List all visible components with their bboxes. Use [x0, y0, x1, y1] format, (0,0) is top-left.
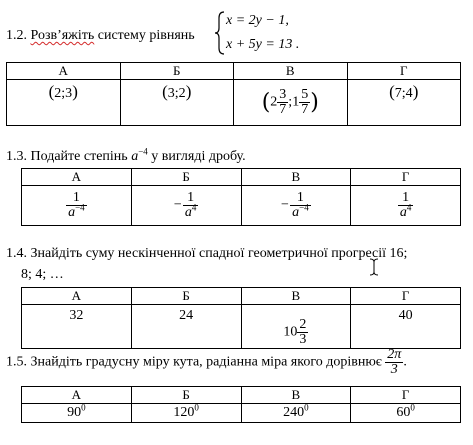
fraction: $\frac{1}{a^{-4}}$ — [292, 190, 309, 220]
header-a: А — [22, 169, 132, 186]
answer-cell-b: − $\frac{1}{a^4}$ — [131, 186, 241, 226]
header-v: В — [241, 288, 351, 305]
answer-cell-b: (3;2) — [120, 80, 234, 126]
header-a: А — [7, 63, 121, 80]
header-b: Б — [131, 169, 241, 186]
answer-table-1-5 — [21, 386, 461, 423]
question-1-2-title — [6, 27, 195, 44]
equation-system — [214, 10, 304, 56]
header-v: В — [241, 387, 351, 404]
question-1-4-title-line2: 8; 4; … — [21, 267, 64, 282]
answer-cell-v: (2 $\frac{3}{7}$ ;1 $\frac{5}{7}$ ) — [234, 80, 348, 126]
answer-cell-b: $120^0$ — [131, 404, 241, 423]
header-b: Б — [131, 387, 241, 404]
equation-1: x = 2y − 1, — [226, 13, 289, 28]
answer-value: 7;4 — [394, 86, 413, 101]
answer-table-1-3 — [21, 168, 461, 226]
fraction: $\frac{1}{a^4}$ — [399, 190, 412, 220]
fraction-2: $\frac{5}{7}$ — [301, 87, 309, 117]
fraction: $\frac{2}{3}$ — [299, 317, 307, 347]
fraction: $\frac{3}{7}$ — [279, 87, 287, 117]
answer-cell-g — [351, 186, 461, 226]
fraction: $\frac{1}{a^4}$ — [184, 190, 197, 220]
power-base: a — [131, 149, 139, 164]
question-text: 1.5. Знайдіть градусну міру кута, радіанна міра якого дорівнює — [6, 354, 386, 370]
question-text: 1.3. Подайте степінь — [6, 149, 132, 164]
text-cursor-icon — [369, 258, 379, 276]
fraction: $\frac{1}{a^{-4}}$ — [68, 190, 85, 220]
answer-cell-a — [22, 186, 132, 226]
answer-cell-v: − $\frac{1}{a^{-4}}$ — [241, 186, 351, 226]
answer-cell-v: $240^0$ — [241, 404, 351, 423]
answer-cell-g: (7;4) — [347, 80, 461, 126]
question-1-4-title: 1.4. Знайдіть суму нескінченної спадної геометричної прогресії 16; — [6, 246, 408, 261]
header-g: Г — [347, 63, 461, 80]
answer-value: 2;3 — [54, 86, 73, 101]
left-brace-icon — [214, 10, 226, 56]
mixed-whole: 2 — [270, 94, 278, 110]
answer-cell-a: $90^0$ — [22, 404, 132, 423]
header-b: Б — [120, 63, 234, 80]
header-a: А — [22, 387, 132, 404]
answer-cell-v — [241, 305, 351, 349]
header-g: Г — [351, 169, 461, 186]
answer-value: 3;2 — [167, 86, 186, 101]
header-g: Г — [351, 387, 461, 404]
mixed-whole: 10 — [283, 324, 298, 340]
header-a: А — [22, 288, 132, 305]
question-text: систему рівнянь — [94, 28, 195, 43]
header-g: Г — [351, 288, 461, 305]
mixed-whole-2: 1 — [292, 94, 300, 110]
equation-2: x + 5y = 13 . — [226, 37, 300, 52]
separator: ; — [288, 94, 293, 110]
power-exponent: −4 — [138, 146, 148, 157]
angle-fraction: $\frac{2\pi}{3}$ — [387, 347, 402, 377]
header-v: В — [241, 169, 351, 186]
answer-cell-a: 32 — [22, 305, 132, 349]
answer-cell-g: 40 — [351, 305, 461, 349]
answer-table-1-4 — [21, 287, 461, 349]
header-v: В — [234, 63, 348, 80]
spellcheck-word: Розв’яжіть — [30, 28, 95, 43]
answer-cell-a: (2;3) — [7, 80, 121, 126]
answer-cell-b: 24 — [131, 305, 241, 349]
header-b: Б — [131, 288, 241, 305]
question-text-end: у вигляді дробу. — [147, 149, 246, 164]
answer-table-1-2 — [6, 62, 461, 126]
question-number: 1.2. — [6, 28, 31, 43]
answer-cell-g: $60^0$ — [351, 404, 461, 423]
question-1-3-title — [6, 148, 246, 165]
question-1-5-title: 1.5. Знайдіть градусну міру кута, радіанна міра якого дорівнює $\frac{2\pi}{3}$ . — [6, 347, 407, 377]
